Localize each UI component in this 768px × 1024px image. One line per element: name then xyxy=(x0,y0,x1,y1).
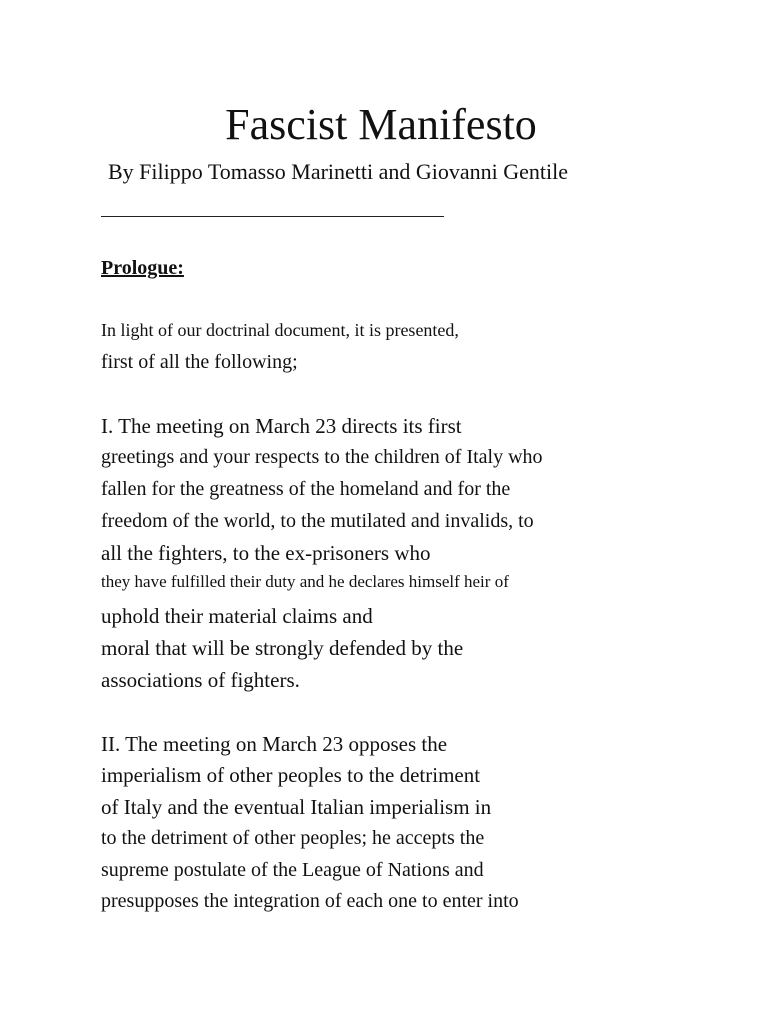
prologue-heading: Prologue: xyxy=(101,257,184,279)
body-line: uphold their material claims and xyxy=(101,604,373,628)
document-byline: By Filippo Tomasso Marinetti and Giovanni Gentile xyxy=(108,159,569,184)
body-line: to the detriment of other peoples; he accepts the xyxy=(101,827,485,849)
body-line: first of all the following; xyxy=(101,351,298,373)
document-title: Fascist Manifesto xyxy=(225,100,537,149)
body-line: freedom of the world, to the mutilated and invalids, to xyxy=(101,510,534,532)
body-line: imperialism of other peoples to the detriment xyxy=(101,763,481,787)
body-line: presupposes the integration of each one to enter into xyxy=(101,890,519,912)
body-line: greetings and your respects to the children of Italy who xyxy=(101,446,543,468)
body-line: of Italy and the eventual Italian imperialism in xyxy=(101,795,492,819)
body-line: moral that will be strongly defended by the xyxy=(101,636,464,660)
body-line: all the fighters, to the ex-prisoners who xyxy=(101,541,431,565)
body-line: supreme postulate of the League of Nations and xyxy=(101,859,484,881)
body-line: II. The meeting on March 23 opposes the xyxy=(101,732,448,756)
body-line: associations of fighters. xyxy=(101,668,300,692)
body-line: fallen for the greatness of the homeland and for the xyxy=(101,478,511,500)
body-line: In light of our doctrinal document, it is presented, xyxy=(101,320,459,340)
body-line: I. The meeting on March 23 directs its first xyxy=(101,414,462,438)
body-line: they have fulfilled their duty and he declares himself heir of xyxy=(101,572,509,591)
horizontal-rule xyxy=(101,216,444,217)
